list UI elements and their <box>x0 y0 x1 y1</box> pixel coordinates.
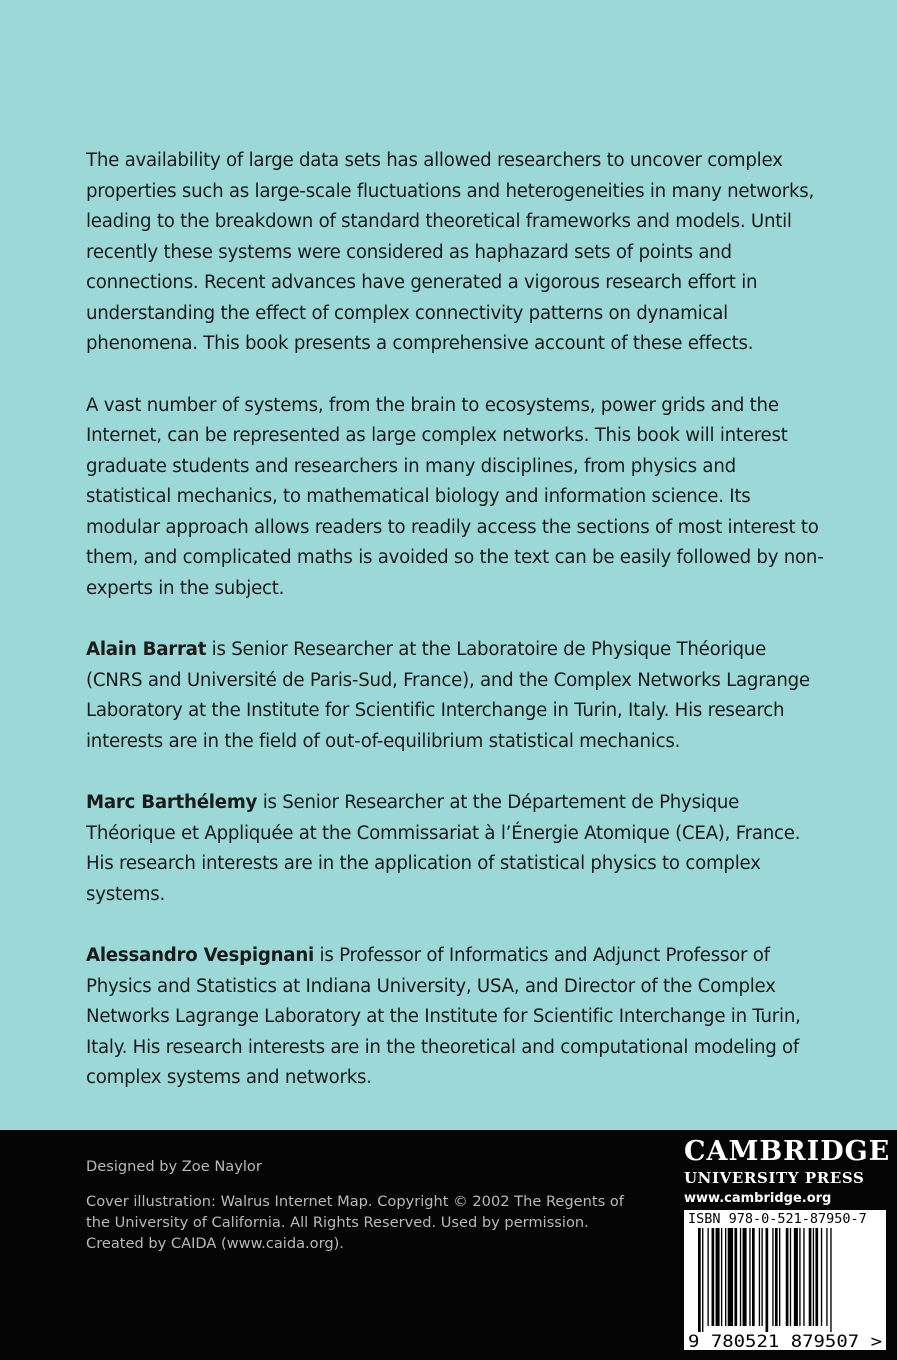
cover-text <box>86 146 826 1125</box>
designer-credit: Designed by Zoe Naylor <box>86 1158 262 1175</box>
barcode-bar <box>721 1228 722 1326</box>
author-name: Alain Barrat <box>86 639 207 660</box>
barcode-bar <box>698 1228 701 1332</box>
barcode-bar <box>830 1228 831 1332</box>
barcode-bar <box>759 1228 760 1326</box>
author-bio-2 <box>86 788 826 910</box>
barcode-bar <box>809 1228 812 1326</box>
barcode-bar <box>734 1228 737 1326</box>
barcode-bar <box>707 1228 708 1326</box>
barcode-bar <box>790 1228 791 1326</box>
publisher-subtitle: UNIVERSITY PRESS <box>684 1169 865 1187</box>
barcode-bar <box>799 1228 800 1326</box>
barcode-digits: 9 780521 879507 > <box>688 1332 883 1350</box>
author-bio-3 <box>86 941 826 1094</box>
barcode-bar <box>779 1228 780 1326</box>
author-bio-text: is Senior Researcher at the Département de Physique Théorique et Appliquée at the Commissariat à l’Énergie Atomique (CEA), France. His research interests are in the application of statistical physics to complex systems. <box>86 792 801 905</box>
blurb-paragraph-1: The availability of large data sets has allowed researchers to uncover complex properties such as large-scale fluctuations and heterogeneities in many networks, leading to the breakdown of standard theoretical frameworks and models. Until recently these systems were considered as haphazard sets of points and connections. Recent advances have generated a vigorous research effort in understanding the effect of complex connectivity patterns on dynamical phenomena. This book presents a comprehensive account of these effects. <box>86 150 815 354</box>
barcode-bar <box>712 1228 715 1326</box>
barcode-bar <box>775 1228 778 1326</box>
barcode-bar <box>772 1228 773 1326</box>
blurb-paragraph-2: A vast number of systems, from the brain to ecosystems, power grids and the Internet, can be represented as large complex networks. This book will interest graduate students and researchers in many disciplines, from physics and statistical mechanics, to mathematical biology and information science. Its modular approach allows readers to readily access the sections of most interest to them, and complicated maths is avoided so the text can be easily followed by non-experts in the subject. <box>86 394 824 599</box>
publisher-name: CAMBRIDGE <box>684 1136 891 1167</box>
barcode-bar <box>749 1228 750 1326</box>
author-bio-text: is Senior Researcher at the Laboratoire de Physique Théorique (CNRS and Université de Paris-Sud, France), and the Complex Networks Lagrange Laboratory at the Institute for Scientific Interchange in Turin, Italy. His research interests are in the field of out-of-equilibrium statistical mechanics. <box>86 639 810 752</box>
barcode-bar <box>815 1228 818 1326</box>
barcode-bar <box>725 1228 726 1326</box>
barcode-bar <box>803 1228 804 1326</box>
barcode-bar <box>826 1228 827 1326</box>
isbn-barcode <box>684 1210 886 1350</box>
barcode-bar <box>716 1228 720 1326</box>
barcode-bar <box>743 1228 747 1326</box>
barcode-bar <box>752 1228 755 1326</box>
publisher-logo <box>684 1136 894 1210</box>
isbn-label: ISBN 978-0-521-87950-7 <box>688 1211 867 1227</box>
barcode-bar <box>786 1228 789 1326</box>
author-bio-1 <box>86 635 826 757</box>
barcode-bar <box>728 1228 733 1326</box>
cover-illustration-credit: Cover illustration: Walrus Internet Map. Copyright © 2002 The Regents of the University of California. All Rights Reserved. Used by permission. Created by CAIDA (www.caida.org). <box>86 1193 624 1252</box>
barcode-icon <box>684 1210 886 1350</box>
footer-band <box>0 1130 897 1360</box>
publisher-website[interactable]: www.cambridge.org <box>684 1191 832 1206</box>
author-name: Alessandro Vespignani <box>86 945 314 966</box>
barcode-bar <box>821 1228 822 1326</box>
author-name: Marc Barthélemy <box>86 792 258 813</box>
barcode-bar <box>794 1228 798 1326</box>
barcode-bar <box>813 1228 814 1326</box>
barcode-bar <box>740 1228 741 1326</box>
author-bio-text: is Professor of Informatics and Adjunct Professor of Physics and Statistics at Indiana University, USA, and Director of the Complex Networks Lagrange Laboratory at the Institute for Scientific Interchange in Turin, Italy. His research interests are in the theoretical and computational modeling of complex systems and networks. <box>86 945 801 1088</box>
barcode-bar <box>761 1228 762 1326</box>
credits <box>86 1156 626 1268</box>
barcode-bar <box>766 1228 769 1332</box>
barcode-bar <box>702 1228 703 1332</box>
